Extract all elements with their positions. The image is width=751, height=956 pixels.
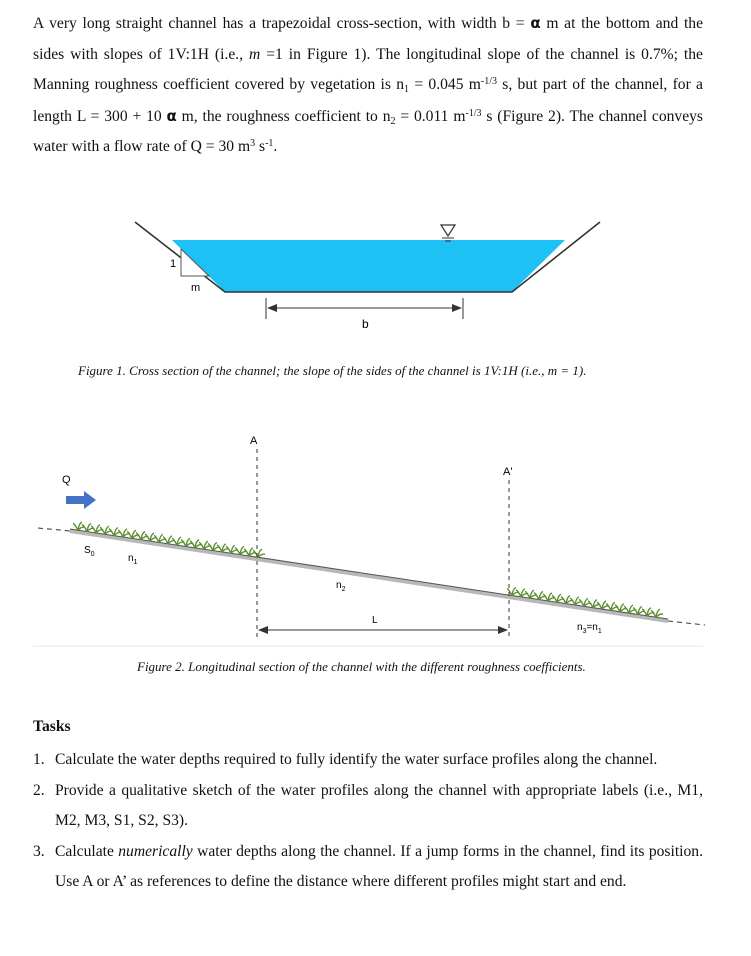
vegetation-upstream [73, 522, 265, 557]
task-number: 1. [33, 751, 45, 768]
section-a-prime-label: A' [503, 466, 513, 478]
bottom-width-label: b [362, 317, 369, 331]
intro-text-2: m at the bottom and the sides with slopes of 1V:1H (i.e., [33, 15, 704, 63]
task-number: 2. [33, 781, 45, 799]
problem-statement [33, 8, 703, 163]
intro-text-1: A very long straight channel has a trapezoidal cross-section, with width b = [33, 15, 531, 32]
longitudinal-figure [0, 425, 751, 655]
intro-text-4: = 0.045 m [409, 76, 481, 94]
intro-text-10: . [273, 138, 278, 156]
task-text: Calculate the water depths required to fully identify the water surface profiles along the channel. [55, 751, 658, 768]
flow-arrow-icon [66, 491, 96, 509]
n1-unit-exponent: -1/3 [480, 76, 498, 88]
task-item [33, 776, 703, 837]
length-label: L [372, 615, 378, 626]
figure2-caption: Figure 2. Longitudinal section of the channel with the different roughness coefficients. [137, 659, 586, 674]
n1-subscript: 1 [404, 84, 410, 96]
flow-unit-exponent-s: -1 [265, 138, 274, 150]
slope-label: $S_0$ [84, 545, 95, 558]
task-number: 3. [33, 842, 45, 860]
vegetation-downstream [507, 588, 663, 618]
tasks-list [33, 745, 703, 898]
task-item [33, 837, 703, 898]
water-surface-symbol [441, 225, 455, 236]
roughness-n1-label: $n_1$ [128, 553, 138, 566]
task-item [33, 745, 703, 776]
flow-label: Q [62, 474, 71, 486]
slope-label-m: m [191, 282, 201, 294]
task-text-emphasis: numerically [118, 842, 193, 860]
roughness-n2-label: $n_2$ [336, 580, 346, 593]
intro-text-3: =1 in Figure 1). The longitudinal slope of the channel is 0.7%; the Manning roughness coefficient covered by vegetation is n [33, 45, 703, 94]
section-a-label: A [250, 435, 258, 447]
tasks-heading: Tasks [33, 718, 71, 735]
n2-subscript: 2 [390, 115, 396, 127]
task-text-pre: Calculate [55, 842, 119, 860]
cross-section-figure [0, 200, 751, 390]
m-symbol: m [249, 45, 261, 63]
task-text: Provide a qualitative sketch of the water profiles along the channel with appropriate labels (i.e., M1, M2, M3, S1, S2, S3). [55, 781, 703, 830]
alpha-symbol: α [530, 14, 541, 32]
intro-text-9: s [255, 138, 266, 156]
intro-text-5: s, but part of the channel, for a length L = 300 + 10 [33, 76, 703, 125]
figure1-caption: Figure 1. Cross section of the channel; the slope of the sides of the channel is 1V:1H (i.e., m = 1). [78, 363, 587, 378]
flow-unit-exponent-m: 3 [250, 138, 256, 150]
alpha-symbol-2: α [166, 106, 177, 125]
slope-label-1: 1 [170, 258, 177, 270]
channel-bed [70, 531, 668, 621]
intro-text-8: s (Figure 2). The channel conveys water with a flow rate of Q = 30 m [33, 107, 703, 156]
roughness-n3-label: $n_3=n_1$ [577, 622, 602, 635]
intro-text-6: m, the roughness coefficient to n [176, 107, 391, 125]
water-area [172, 240, 565, 292]
task-text-post: water depths along the channel. If a jump forms in the channel, find its position. Use A or A’ as references to define the distance where different profiles might start and end. [55, 842, 703, 891]
n2-unit-exponent: -1/3 [465, 107, 482, 119]
intro-text-7: = 0.011 m [395, 107, 466, 125]
